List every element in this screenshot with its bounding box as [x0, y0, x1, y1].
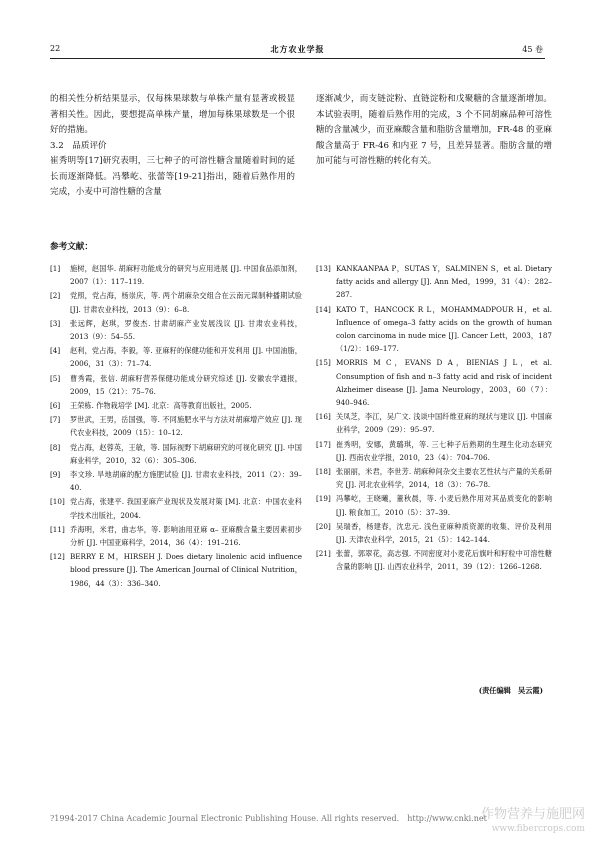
reference-number: [5]: [50, 373, 61, 383]
reference-text: 王荣栋. 作物栽培学 [M]. 北京：高等教育出版社，2005.: [70, 401, 252, 411]
reference-item: [316, 303, 552, 356]
reference-text: 张丽丽，米君，李世芳. 胡麻种间杂交主要农艺性状与产量的关系研究 [J]. 河北农业科学，2014，18（3）：76–78.: [336, 467, 552, 490]
copyright-footer: ?1994-2017 China Academic Journal Electronic Publishing House. All rights reserved. http://www.cnki.net: [50, 814, 487, 823]
body-left-column: [50, 92, 295, 201]
reference-number: [15]: [316, 358, 331, 368]
reference-text: 吴瑞香，杨建春，沈忠元. 浅色亚麻种质资源的收集、评价及利用 [J]. 天津农业科学，2015，21（5）：142–144.: [336, 521, 552, 545]
reference-text: 张远辉，赵琪，罗俊杰. 甘肃胡麻产业发展浅议 [J]. 甘肃农业科技，2013（9）：54–55.: [70, 318, 302, 342]
editor-note: (责任编辑 吴云霞): [478, 686, 543, 695]
reference-item: [50, 289, 302, 315]
references-title: 参考文献：: [50, 242, 93, 252]
reference-text: 崔秀明，安娜，黄璐琪，等. 三七种子后熟期的生理生化动态研究 [J]. 西南农业学报，2010，23（4）：704–706.: [336, 439, 552, 462]
reference-item: [316, 520, 552, 546]
section-heading: 3.2 品质评价: [50, 140, 107, 151]
journal-title: 北方农业学报: [270, 44, 325, 54]
left-paragraph-2: 崔秀明等[17]研究表明，三七种子的可溶性糖含量随着时间的延长而逐渐降低。冯攀屹、张蕾等[19-21]指出，随着后熟作用的完成，小麦中可溶性糖的含量: [50, 156, 295, 197]
reference-number: [7]: [50, 415, 61, 425]
reference-item: [50, 372, 302, 398]
reference-item: [50, 413, 302, 439]
reference-item: [50, 550, 302, 590]
reference-item: [316, 465, 552, 491]
reference-item: [316, 410, 552, 436]
watermark-url: www.fibercrops.com: [491, 824, 585, 834]
reference-text: MORRIS M C，EVANS D A，BIENIAS J L，et al. Consumption of fish and n–3 fatty acid and risk of incident Alzheimer disease [J]. Jama Neurology，2003，60（7）：940–946.: [336, 358, 552, 408]
reference-item: [50, 399, 302, 412]
reference-text: 施树，赵国华. 胡麻籽功能成分的研究与应用进展 [J]. 中国食品添加剂，2007（1）：117–119.: [70, 264, 302, 287]
reference-number: [1]: [50, 264, 61, 273]
reference-item: [50, 495, 302, 521]
reference-number: [20]: [316, 521, 331, 531]
reference-item: [316, 356, 552, 409]
reference-number: [2]: [50, 291, 61, 301]
reference-number: [16]: [316, 412, 331, 422]
reference-text: 党占海，赵蓉英，王敏，等. 国际视野下胡麻研究的可视化研究 [J]. 中国麻业科学，2010，32（6）：305–306.: [70, 442, 302, 465]
reference-number: [14]: [316, 304, 331, 314]
reference-item: [316, 547, 552, 573]
reference-number: [3]: [50, 318, 61, 328]
reference-number: [10]: [50, 497, 65, 507]
reference-text: BERRY E M，HIRSEH J. Does dietary linolenic acid influence blood pressure [J]. The American Journal of Clinical Nutrition，1986，44（3）：336–340.: [70, 552, 302, 588]
reference-text: 冯攀屹，王晓曦，董秋晨，等. 小麦后熟作用对其品质变化的影响 [J]. 粮食加工，2010（5）：37–39.: [336, 494, 552, 517]
left-paragraph-1: 的相关性分析结果显示，仅每株果球数与单株产量有显著或极显著相关性。因此，要想提高单株产量，增加每株果球数是一个很好的措施。: [50, 94, 295, 135]
reference-text: 赵利，党占海，李毅，等. 亚麻籽的保健功能和开发利用 [J]. 中国油脂，2006，31（3）：71–74.: [70, 346, 302, 369]
reference-number: [6]: [50, 401, 61, 411]
reference-number: [9]: [50, 470, 61, 480]
reference-text: 曹秀霞，张信. 胡麻籽营养保健功能成分研究综述 [J]. 安徽农学通报，2009，15（21）：75–76.: [70, 373, 302, 396]
reference-item: [50, 262, 302, 288]
reference-item: [50, 468, 302, 494]
header-rule: [50, 58, 545, 59]
reference-number: [4]: [50, 346, 61, 356]
reference-text: 乔海明，米君，曲志华，等. 影响油用亚麻 α– 亚麻酸含量主要因素初步分析 [J]. 中国亚麻科学，2014，36（4）：191–216.: [70, 524, 302, 548]
reference-number: [13]: [316, 264, 331, 273]
watermark: [481, 808, 585, 836]
reference-item: [316, 262, 552, 302]
reference-number: [8]: [50, 442, 61, 452]
references-left-column: [50, 262, 302, 591]
volume-label: 45 卷: [522, 45, 543, 54]
reference-item: [50, 523, 302, 549]
reference-number: [18]: [316, 467, 331, 477]
reference-number: [12]: [50, 552, 65, 562]
reference-text: 罗世武，王男，岳国强，等. 不同施肥水平与方法对胡麻增产效应 [J]. 现代农业科技，2009（15）：10–12.: [70, 415, 302, 438]
reference-number: [21]: [316, 549, 331, 559]
right-paragraph: 逐渐减少，而支链淀粉、直链淀粉和戊聚糖的含量逐渐增加。本试验表明，随着后熟作用的完成，3 个不同胡麻品种可溶性糖的含量减少，而亚麻酸含量和脂肪含量增加，FR-48 的亚麻酸含量高于 FR-46 和内亚 7 号，且差异显著。脂肪含量的增加可能与可溶性糖的转化有关。: [316, 94, 552, 166]
reference-text: 张蕾，郭翠花，高志强. 不同密度对小麦花后旗叶和籽粒中可溶性糖含量的影响 [J]. 山西农业科学，2011，39（12）：1266–1268.: [336, 549, 552, 572]
page-number: 22: [50, 44, 61, 53]
reference-text: 党占海，张建平. 我国亚麻产业现状及发展对策 [M]. 北京：中国农业科学技术出版社，2004.: [70, 497, 302, 520]
reference-number: [11]: [50, 524, 65, 534]
reference-number: [17]: [316, 439, 331, 449]
reference-text: KANKAANPAA P，SUTAS Y，SALMINEN S，et al. Dietary fatty acids and allergy [J]. Ann Med，1999，31（4）：282–287.: [336, 264, 552, 300]
reference-text: 党照，党占海，杨崇庆，等. 两个胡麻杂交组合在云南元谋制种播期试验 [J]. 甘肃农业科技，2013（9）：6–8.: [70, 291, 302, 314]
body-right-column: [316, 92, 552, 170]
reference-item: [50, 441, 302, 467]
reference-text: 李文珍. 旱地胡麻的配方施肥试验 [J]. 甘肃农业科技，2011（2）：39–40.: [70, 470, 302, 493]
reference-item: [316, 438, 552, 464]
reference-item: [50, 317, 302, 343]
reference-item: [316, 492, 552, 518]
reference-number: [19]: [316, 494, 331, 504]
reference-text: KATO T，HANCOCK R L，MOHAMMADPOUR H，et al. Influence of omega–3 fatty acids on the growth of human colon carcinoma in nude mice [J]. Cancer Lett，2003，187（1/2）：169–177.: [336, 304, 552, 354]
reference-item: [50, 344, 302, 370]
references-right-column: [316, 262, 552, 575]
reference-text: 关凤芝，李江，吴广文. 浅谈中国纤维亚麻的现状与建议 [J]. 中国麻业科学，2009（29）：95–97.: [336, 412, 552, 435]
watermark-text: 作物营养与施肥网: [480, 807, 585, 822]
